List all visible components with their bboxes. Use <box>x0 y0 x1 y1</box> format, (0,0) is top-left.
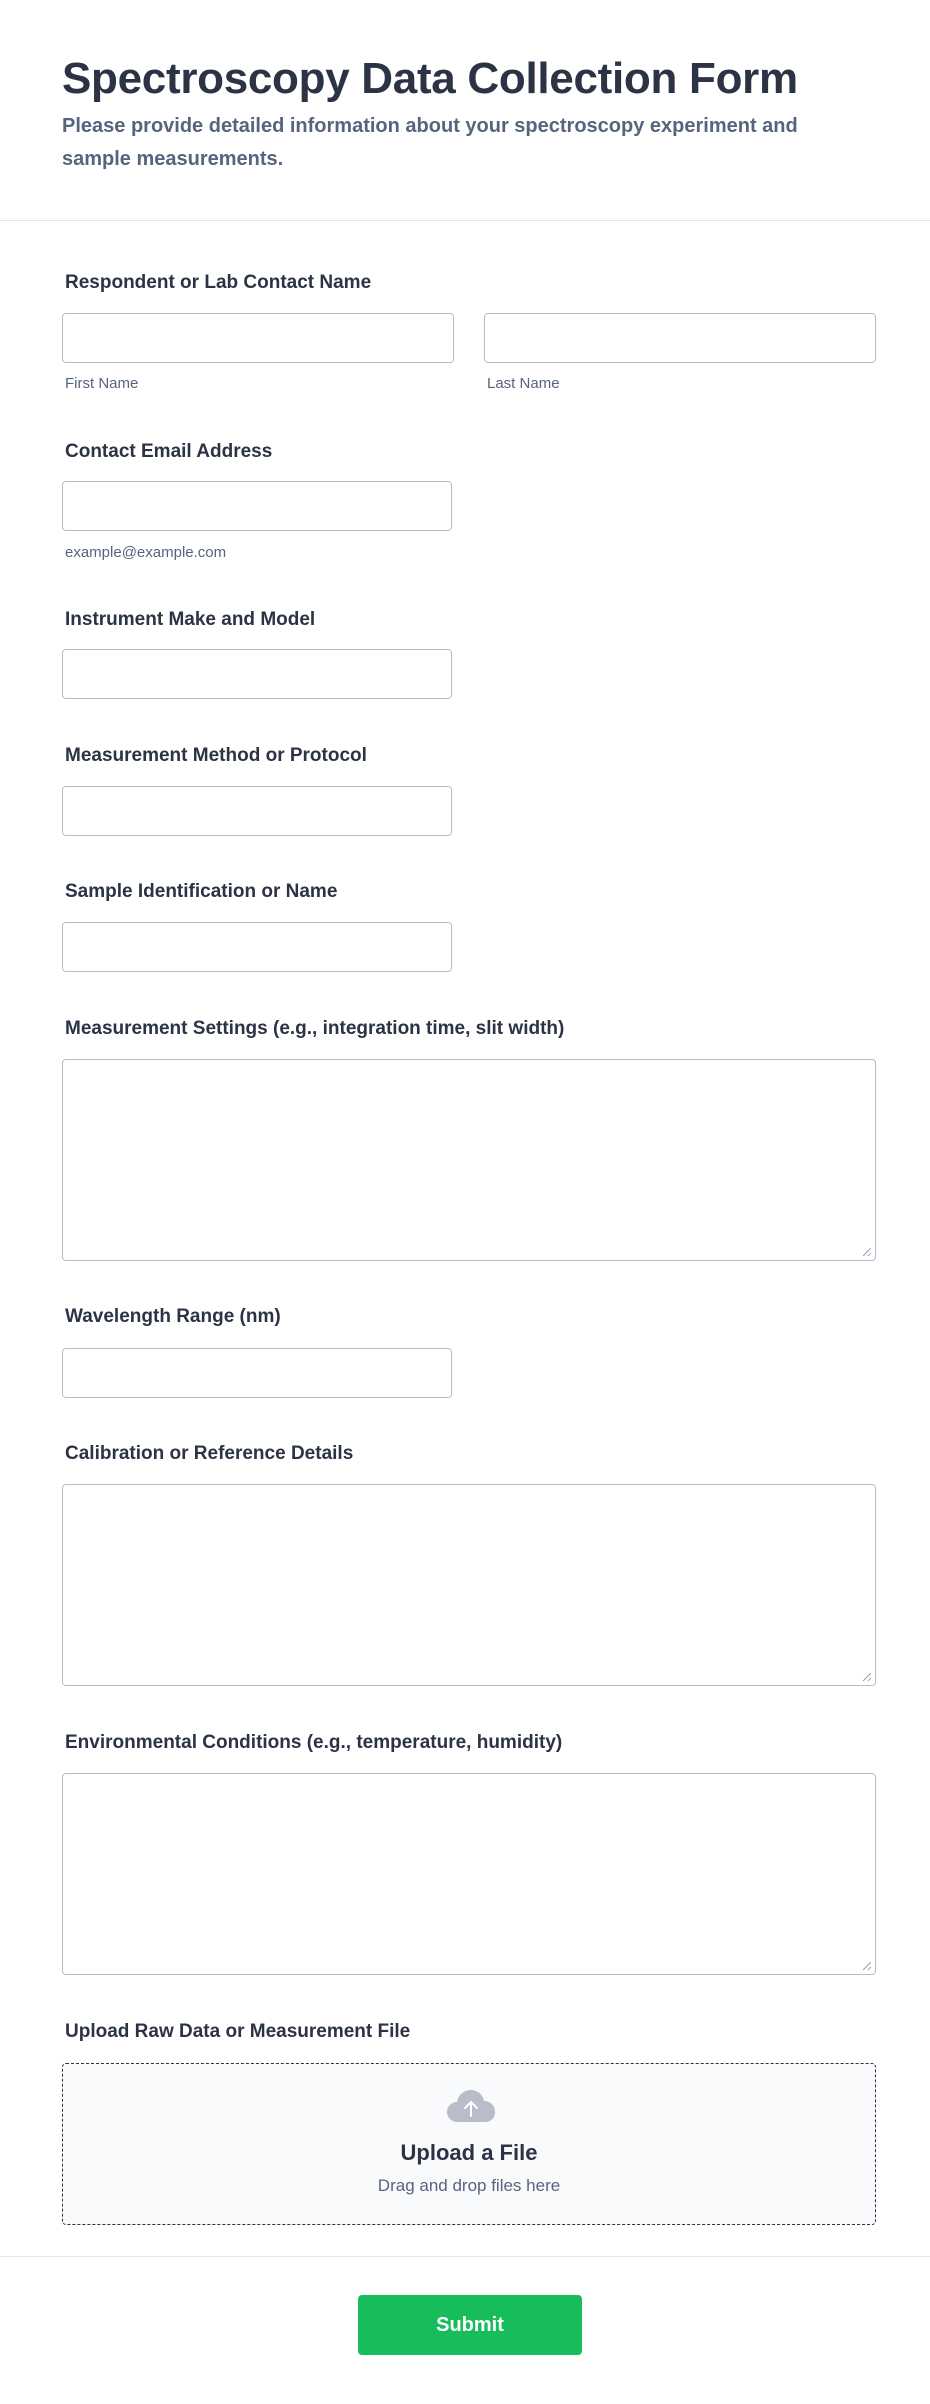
resize-handle-icon[interactable] <box>863 1962 871 1970</box>
form-description: Please provide detailed information about your spectroscopy experiment and sample measurements. <box>62 115 798 170</box>
instrument-label: Instrument Make and Model <box>65 609 316 630</box>
last-name-input[interactable] <box>484 313 876 363</box>
environment-label-wrap <box>62 1731 562 1755</box>
upload-title: Upload a File <box>400 2140 538 2165</box>
upload-subtitle: Drag and drop files here <box>377 2176 561 2195</box>
email-input[interactable] <box>62 481 452 531</box>
first-name-input[interactable] <box>62 313 454 363</box>
environment-textarea[interactable] <box>62 1773 876 1975</box>
method-input[interactable] <box>62 786 452 836</box>
upload-label-wrap <box>62 2020 410 2044</box>
email-sublabel: example@example.com <box>65 544 227 561</box>
first-name-sublabel: First Name <box>65 375 139 392</box>
wavelength-label-wrap <box>62 1305 281 1329</box>
instrument-input[interactable] <box>62 649 452 699</box>
contact-name-label-wrap <box>62 271 371 295</box>
instrument-label-wrap <box>62 608 315 632</box>
resize-handle-icon[interactable] <box>863 1248 871 1256</box>
resize-handle-icon[interactable] <box>863 1673 871 1681</box>
contact-name-label: Respondent or Lab Contact Name <box>65 272 372 293</box>
last-name-sublabel: Last Name <box>487 375 560 392</box>
email-label-wrap <box>62 440 272 464</box>
form-title: Spectroscopy Data Collection Form <box>62 54 798 103</box>
form-header <box>0 0 930 221</box>
wavelength-label: Wavelength Range (nm) <box>65 1306 281 1327</box>
calibration-label: Calibration or Reference Details <box>65 1443 354 1464</box>
settings-textarea[interactable] <box>62 1059 876 1261</box>
email-label: Contact Email Address <box>65 441 273 462</box>
file-upload-dropzone[interactable] <box>62 2063 876 2225</box>
submit-button[interactable]: Submit <box>358 2295 582 2355</box>
sample-label: Sample Identification or Name <box>65 881 338 902</box>
settings-label: Measurement Settings (e.g., integration time, slit width) <box>65 1018 565 1039</box>
calibration-textarea[interactable] <box>62 1484 876 1686</box>
settings-label-wrap <box>62 1017 564 1041</box>
form-footer <box>0 2256 930 2404</box>
method-label-wrap <box>62 744 367 768</box>
wavelength-input[interactable] <box>62 1348 452 1398</box>
cloud-upload-icon <box>446 2088 496 2124</box>
environment-label: Environmental Conditions (e.g., temperature, humidity) <box>65 1732 563 1753</box>
sample-input[interactable] <box>62 922 452 972</box>
method-label: Measurement Method or Protocol <box>65 745 367 766</box>
sample-label-wrap <box>62 880 337 904</box>
calibration-label-wrap <box>62 1442 353 1466</box>
upload-label: Upload Raw Data or Measurement File <box>65 2021 411 2042</box>
